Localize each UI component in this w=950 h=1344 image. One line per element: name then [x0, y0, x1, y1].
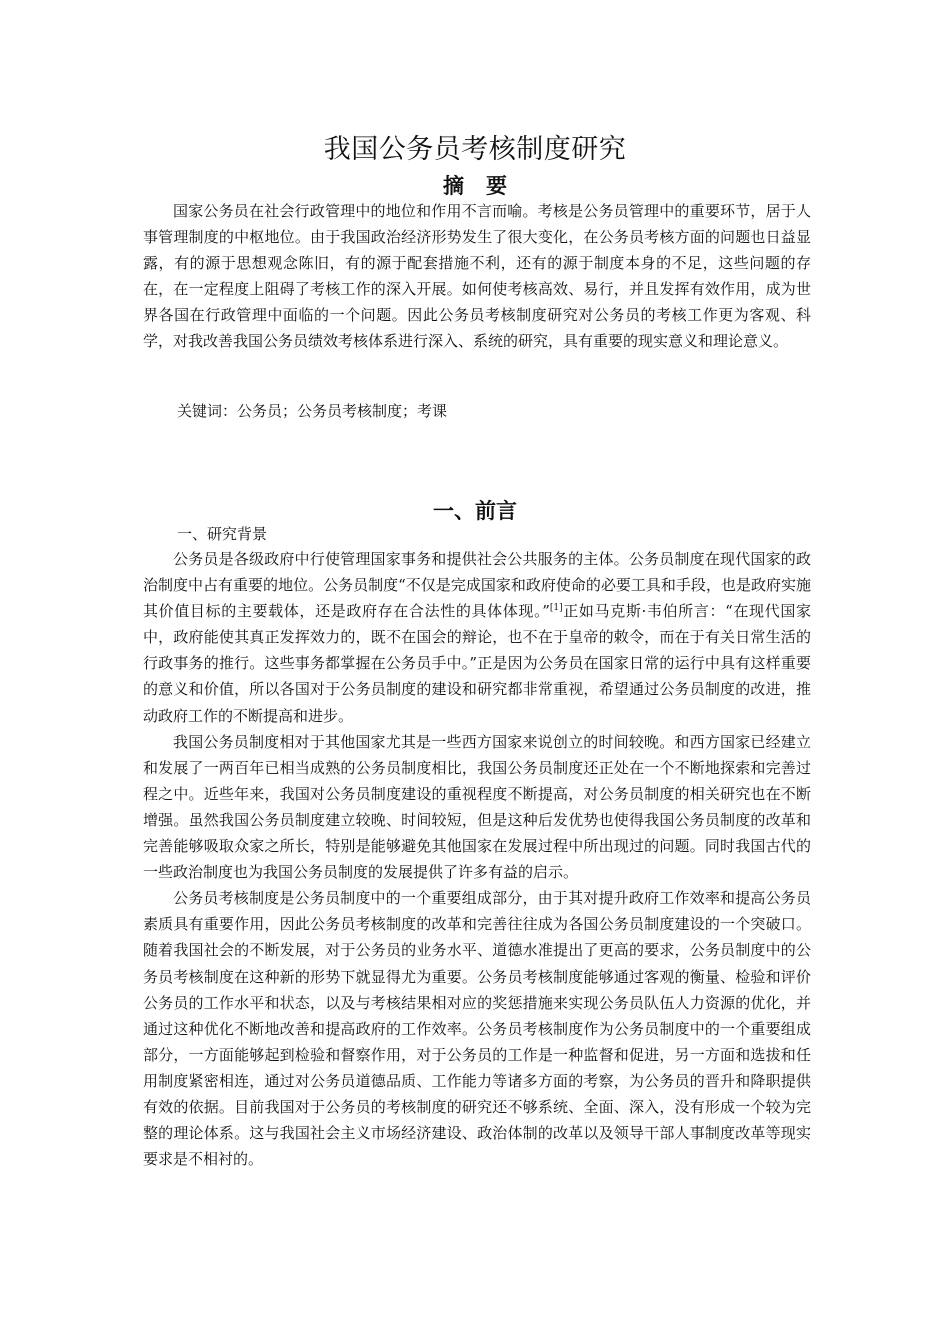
abstract-heading [0, 171, 950, 201]
paragraph-1-text-b: 正如马克斯·韦伯所言：“在现代国家中，政府能使其真正发挥效力的，既不在国会的辩论，也不在于皇帝的敕令，而在于有关日常生活的行政事务的推行。这些事务都掌握在公务员手中。”正是因为公务员在国家日常的运行中具有这样重要的意义和价值，所以各国对于公务员制度的建设和研究都非常重视，希望通过公务员制度的改进，推动政府工作的不断提高和进步。 [143, 602, 811, 725]
body-paragraph-1 [143, 546, 811, 729]
abstract-heading-first-char: 摘 [443, 174, 464, 198]
body-paragraph-2: 我国公务员制度相对于其他国家尤其是一些西方国家来说创立的时间较晚。和西方国家已经建立和发展了一两百年已相当成熟的公务员制度相比，我国公务员制度还正处在一个不断地探索和完善过程之中。近些年来，我国对公务员制度建设的重视程度不断提高，对公务员制度的相关研究也在不断增强。虽然我国公务员制度建立较晚、时间较短，但是这种后发优势也使得我国公务员制度的改革和完善能够吸取众家之所长，特别是能够避免其他国家在发展过程中所出现过的问题。同时我国古代的一些政治制度也为我国公务员制度的发展提供了许多有益的启示。 [143, 732, 811, 882]
section-heading-preface: 一、前言 [433, 499, 517, 523]
section-body [143, 546, 811, 1172]
paragraph-1-text-a: 公务员是各级政府中行使管理国家事务和提供社会公共服务的主体。公务员制度在现代国家的政治制度中占有重要的地位。公务员制度“不仅是完成国家和政府使命的必要工具和手段，也是政府实施其价值目标的主要载体，还是政府存在合法性的具体体现。” [143, 550, 811, 621]
document-title: 我国公务员考核制度研究 [323, 134, 627, 165]
body-paragraph-3: 公务员考核制度是公务员制度中的一个重要组成部分，由于其对提升政府工作效率和提高公务员素质具有重要作用，因此公务员考核制度的改革和完善往往成为各国公务员制度建设的一个突破口。随着我国社会的不断发展，对于公务员的业务水平、道德水准提出了更高的要求，公务员制度中的公务员考核制度在这种新的形势下就显得尤为重要。公务员考核制度能够通过客观的衡量、检验和评价公务员的工作水平和状态，以及与考核结果相对应的奖惩措施来实现公务员队伍人力资源的优化，并通过这种优化不断地改善和提高政府的工作效率。公务员考核制度作为公务员制度中的一个重要组成部分，一方面能够起到检验和督察作用，对于公务员的工作是一种监督和促进，另一方面和选拔和任用制度紧密相连，通过对公务员道德品质、工作能力等诸多方面的考察，为公务员的晋升和降职提供有效的依据。目前我国对于公务员的考核制度的研究还不够系统、全面、深入，没有形成一个较为完整的理论体系。这与我国社会主义市场经济建设、政治体制的改革以及领导干部人事制度改革等现实要求是不相衬的。 [143, 889, 811, 1169]
subheading-research-background: 一、研究背景 [177, 525, 268, 543]
keywords-line: 关键词：公务员；公务员考核制度；考课 [177, 402, 448, 420]
citation-marker: [1] [549, 603, 563, 614]
abstract-heading-second-char: 要 [486, 174, 507, 198]
abstract-paragraph: 国家公务员在社会行政管理中的地位和作用不言而喻。考核是公务员管理中的重要环节，居于人事管理制度的中枢地位。由于我国政治经济形势发生了很大变化，在公务员考核方面的问题也日益显露，有的源于思想观念陈旧，有的源于配套措施不利，还有的源于制度本身的不足，这些问题的存在，在一定程度上阻碍了考核工作的深入开展。如何使考核高效、易行，并且发挥有效作用，成为世界各国在行政管理中面临的一个问题。因此公务员考核制度研究对公务员的考核工作更为客观、科学，对我改善我国公务员绩效考核体系进行深入、系统的研究，具有重要的现实意义和理论意义。 [143, 202, 811, 351]
abstract-body [143, 198, 811, 355]
